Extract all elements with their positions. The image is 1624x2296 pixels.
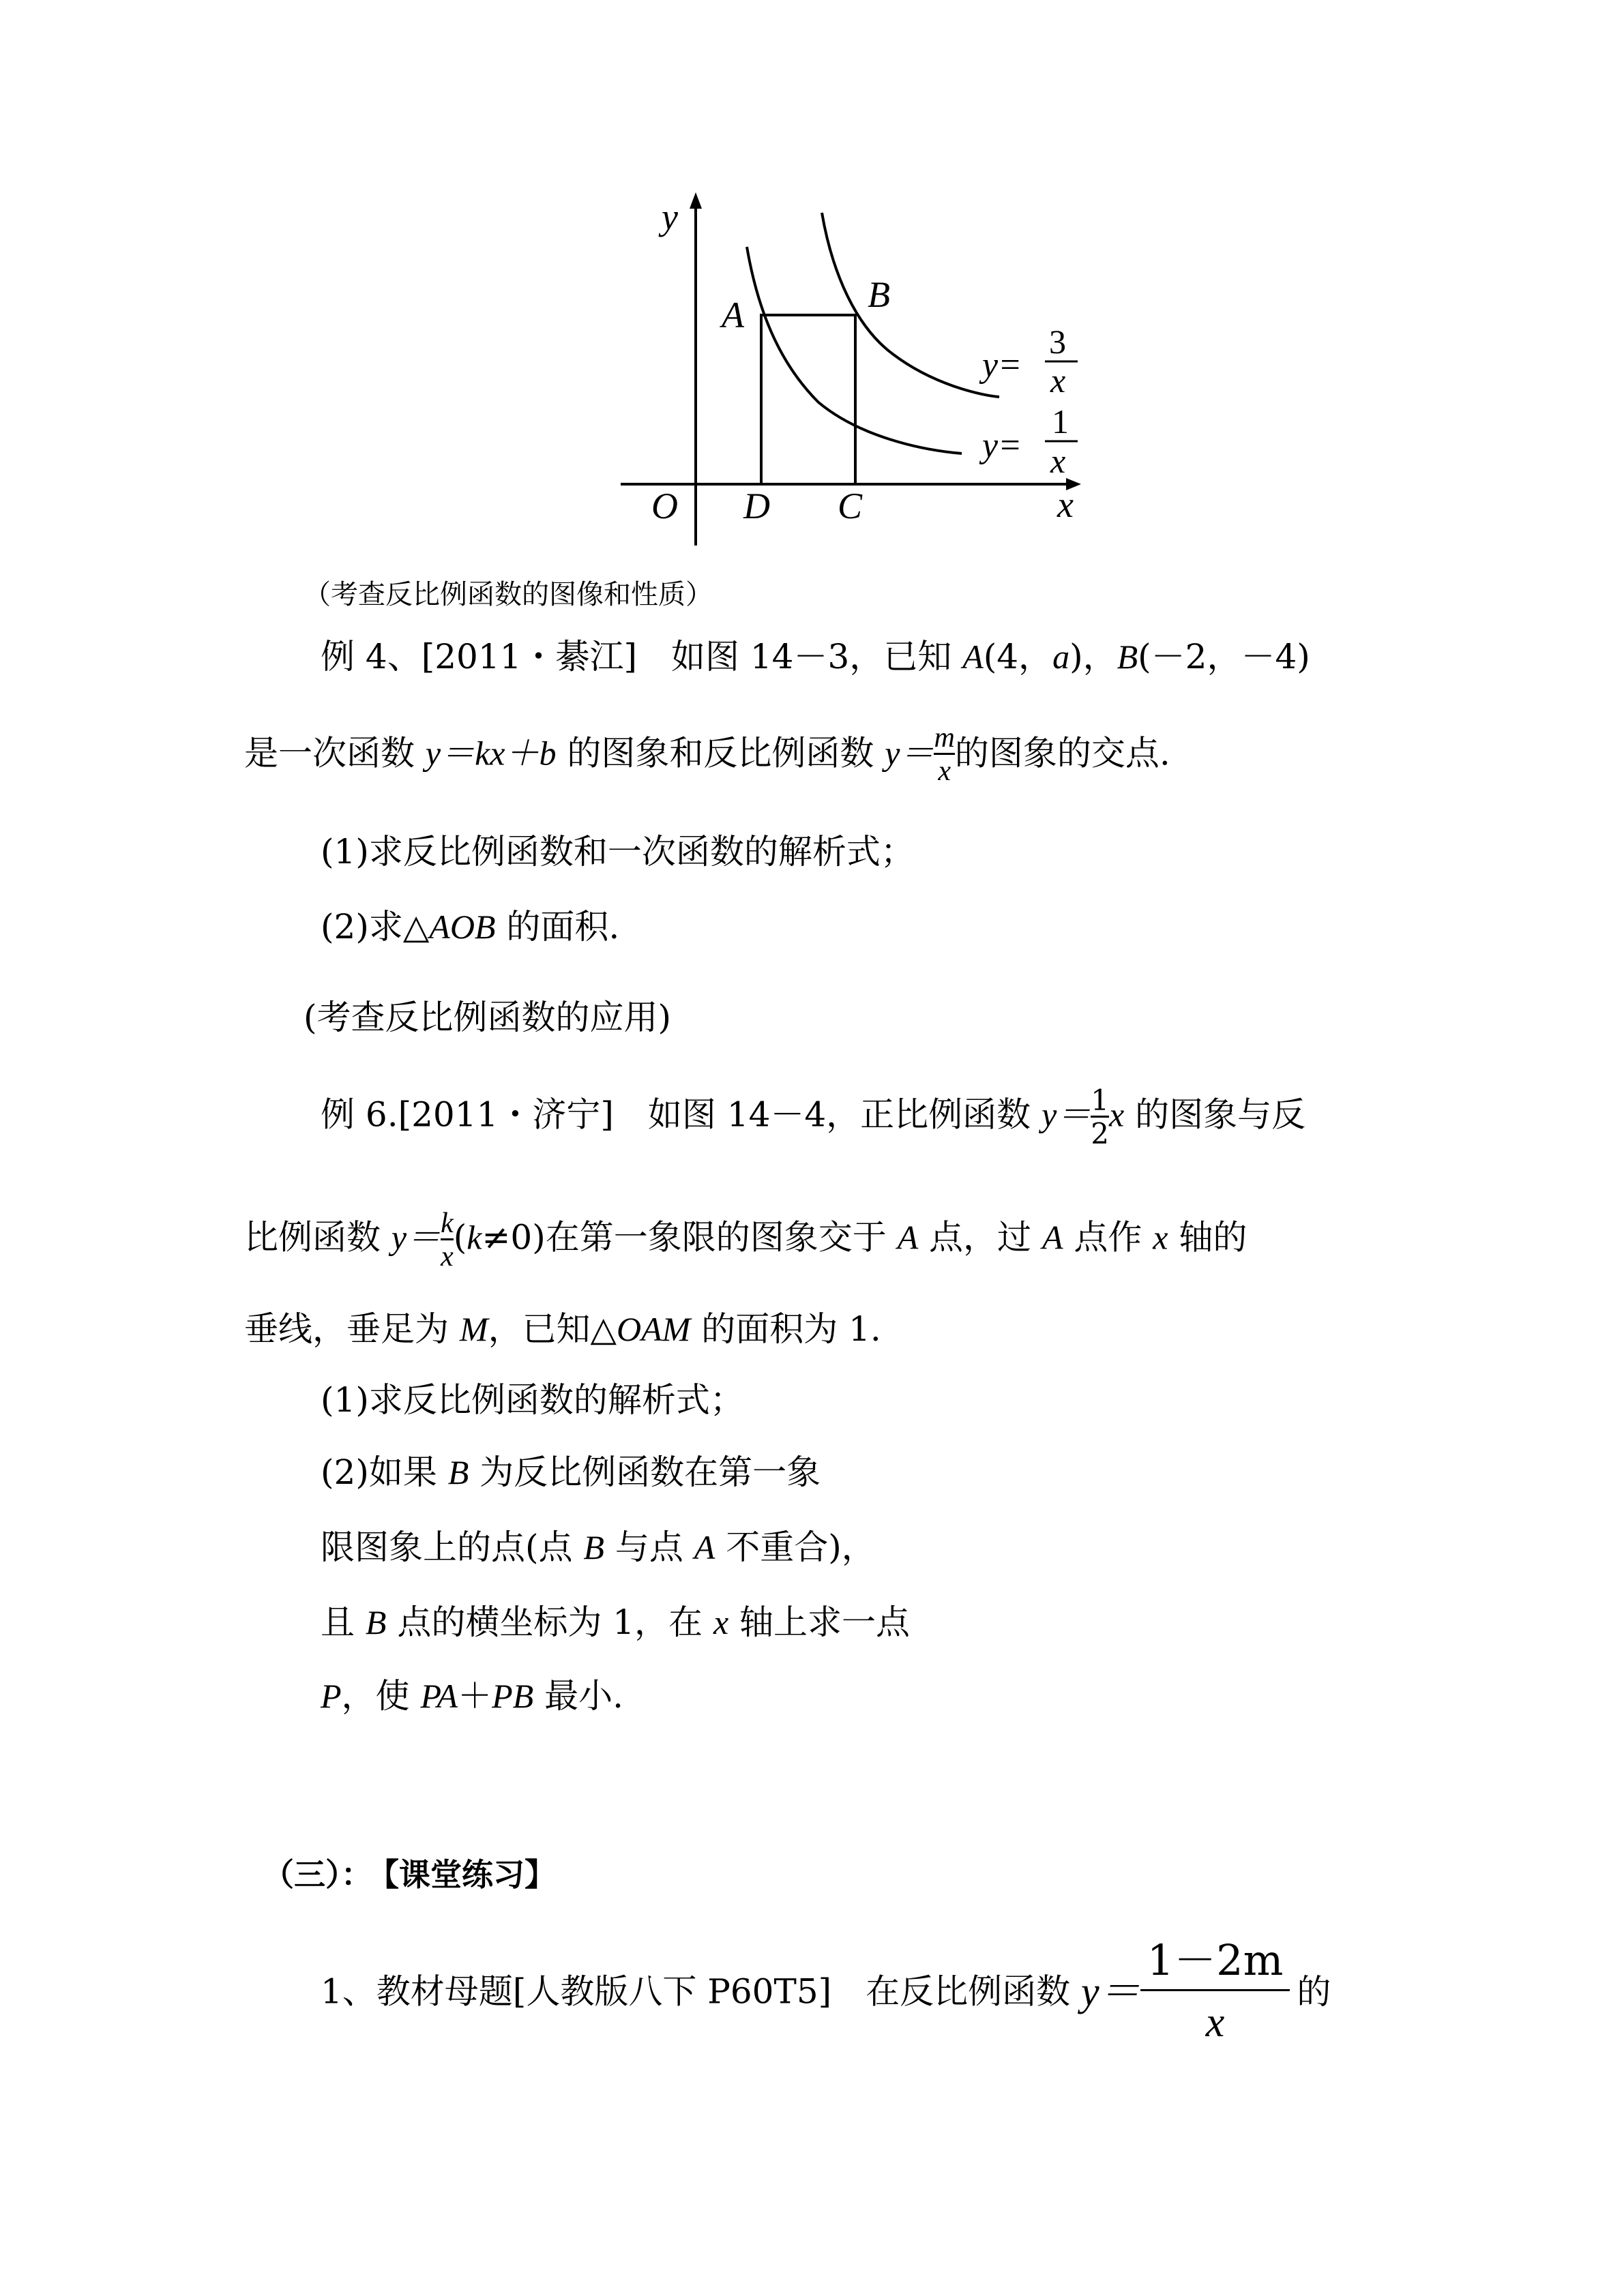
ex6-line2-b: (: [453, 1217, 467, 1257]
ex6-q2-l4-a: ，使: [341, 1676, 421, 1716]
ex6-fraction-half: [1091, 1086, 1109, 1149]
ex6-a2: A: [1042, 1218, 1063, 1257]
ex6-frac-num: 1: [1091, 1084, 1110, 1117]
ex6-line2-e: 点作: [1063, 1217, 1153, 1257]
ex4-point-a: A: [962, 638, 984, 676]
ex1-text-a: 1、教材母题[人教版八下 P60T5] 在反比例函数: [321, 1971, 1082, 2012]
ex6-line2-f: 轴的: [1168, 1217, 1247, 1257]
ex4-var-a: a: [1052, 638, 1070, 676]
ex4-line2-a: 是一次函数: [244, 733, 426, 773]
curve1-den: x: [1050, 361, 1066, 400]
ex6-line2-a: 比例函数: [244, 1217, 392, 1257]
ex4-line1-a: 例 4、[2011・綦江] 如图 14－3，已知: [321, 637, 963, 676]
ex4-y-eq: y＝: [885, 734, 934, 773]
ex6-question1: (1)求反比例函数的解析式；: [321, 1380, 744, 1420]
ex6-frac-den: 2: [1091, 1117, 1110, 1151]
ex6-q2-l2-b: 与点: [604, 1527, 694, 1567]
section3-heading: [263, 1856, 556, 1893]
section3-title: 【课堂练习】: [383, 1856, 556, 1893]
ex6-line3-c: 的面积为 1.: [690, 1309, 881, 1349]
ex4-line1: [321, 637, 1310, 676]
ex6-a1: A: [897, 1218, 919, 1257]
ex6-q2-l4-plus: ＋: [458, 1676, 492, 1716]
figure-graph: [600, 184, 1119, 566]
ex6-question2-line3: [321, 1602, 911, 1642]
ex6-q2-b: B: [447, 1453, 469, 1491]
axis-y-label: y: [662, 196, 678, 237]
ex6-line2-d: 点，过: [918, 1217, 1042, 1257]
ex4-frac-num: m: [934, 722, 955, 754]
ex6-line2-c: ≠0)在第一象限的图象交于: [482, 1217, 898, 1257]
ex6-q2-l4-p: P: [321, 1677, 342, 1715]
ex6-q2-l2-a: 限图象上的点(点: [321, 1527, 584, 1567]
ex4-q2-a: (2)求△: [321, 907, 430, 946]
ex6-q2-l2-b-point: B: [583, 1528, 604, 1566]
ex4-frac-den: x: [934, 753, 954, 786]
ex6-x-var: x: [1109, 1095, 1125, 1134]
ex4-fraction: [934, 723, 954, 786]
ex6-line3-a: 垂线，垂足为: [244, 1309, 460, 1349]
ex6-frac2-num: k: [441, 1208, 454, 1239]
ex1-frac-num: 1－2m: [1147, 1935, 1284, 1985]
ex6-k: k: [467, 1218, 482, 1257]
ex6-oam: OAM: [617, 1310, 691, 1348]
ex6-q2-l4-pb: PB: [492, 1677, 534, 1715]
ex6-y-eq: y＝: [1042, 1095, 1091, 1134]
ex6-line1: [321, 1086, 1305, 1149]
ex6-q2-l3-a: 且: [321, 1602, 366, 1642]
point-c-label: C: [838, 486, 863, 526]
note-applications: (考查反比例函数的应用): [304, 998, 672, 1037]
ex4-line2-c: 的图象的交点.: [954, 733, 1170, 773]
y-axis-arrow-icon: [690, 192, 702, 209]
note-graph-properties: （考查反比例函数的图像和性质）: [304, 579, 713, 610]
curve2-num: 1: [1052, 402, 1069, 441]
point-b-label: B: [868, 274, 890, 315]
ex6-line1-a: 例 6.[2011・济宁] 如图 14－4，正比例函数: [321, 1094, 1042, 1135]
ex6-line2: [244, 1208, 1247, 1272]
ex4-line2: [244, 724, 1170, 788]
ex6-line1-b: 的图象与反: [1124, 1094, 1306, 1135]
exercise1-line: [321, 1935, 1331, 2046]
ex6-x2: x: [1153, 1218, 1168, 1257]
ex6-question2-line4: [321, 1676, 623, 1716]
ex4-q2-b: 的面积.: [495, 907, 620, 946]
ex4-q2-aob: AOB: [429, 908, 496, 946]
curve1-lhs: y=: [982, 346, 1022, 385]
ex4-linear-function: y＝kx＋b: [425, 734, 557, 773]
ex6-question2-line2: [321, 1527, 876, 1567]
curve-y-3-over-x: [822, 213, 999, 397]
ex4-question2: [321, 907, 620, 946]
ex6-fraction-k-over-x: [441, 1208, 454, 1272]
ex6-line3: [244, 1309, 881, 1349]
ex6-q2-l4-b: 最小.: [533, 1676, 623, 1716]
ex4-line1-b: (4，: [983, 637, 1053, 676]
origin-label: O: [651, 486, 678, 526]
ex6-question2-line1: [321, 1452, 821, 1492]
ex6-q2-l3-c: 轴上求一点: [728, 1602, 911, 1642]
ex4-line1-c: )，: [1069, 637, 1117, 676]
ex6-frac2-den: x: [441, 1238, 454, 1272]
point-d-label: D: [743, 486, 770, 526]
ex4-line1-d: (－2，－4): [1138, 637, 1310, 676]
ex6-line3-b: ，已知△: [488, 1309, 617, 1349]
curve1-num: 3: [1049, 323, 1066, 361]
ex6-q2-l3-x: x: [713, 1603, 729, 1641]
point-a-label: A: [722, 295, 744, 336]
ex6-q2-l2-c: 不重合)，: [715, 1527, 876, 1567]
ex6-y-eq2: y＝: [391, 1218, 441, 1257]
axis-x-label: x: [1057, 484, 1074, 525]
ex4-line2-b: 的图象和反比例函数: [556, 733, 885, 773]
section3-label: （三）：: [263, 1856, 372, 1893]
ex4-point-b: B: [1117, 638, 1138, 676]
ex1-text-b: 的: [1297, 1971, 1331, 2012]
ex1-y-eq: y＝: [1081, 1969, 1140, 2014]
ex1-frac-den: x: [1140, 1989, 1290, 2045]
ex4-question1: (1)求反比例函数和一次函数的解析式；: [321, 832, 915, 871]
ex6-m: M: [459, 1310, 488, 1348]
ex6-q2-l1-b: 为反比例函数在第一象: [469, 1452, 821, 1492]
curve2-den: x: [1050, 442, 1066, 480]
ex6-q2-l2-a-point: A: [694, 1528, 715, 1566]
ex6-q2-l3-b: 点的横坐标为 1，在: [386, 1602, 713, 1642]
ex1-fraction: [1140, 1935, 1290, 2046]
ex6-q2-l3-b-point: B: [365, 1603, 387, 1641]
curve2-lhs: y=: [982, 426, 1022, 465]
ex6-q2-l4-pa: PA: [420, 1677, 458, 1715]
ex6-q2-l1-a: (2)如果: [321, 1452, 448, 1492]
